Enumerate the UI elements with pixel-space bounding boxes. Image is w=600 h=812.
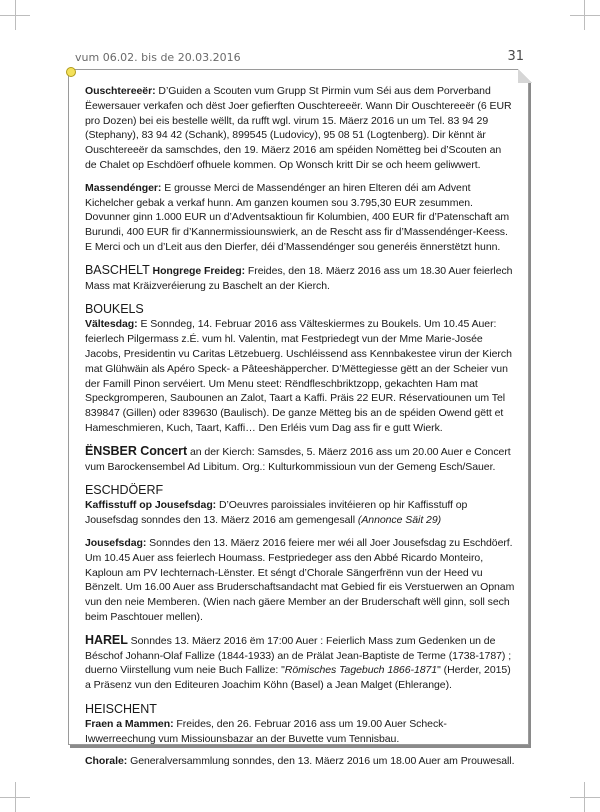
entry-text: Sonndes 13. Mäerz 2016 ëm 17:00 Auer : Feierlich Mass zum Gedenken un de Béschof Johann-Olaf Fallize (1844-1933) an de Prälat Jean-Baptiste de Terme (1738-1787) ; duerno Viirstellung vum neie Buch Fallize: " bbox=[85, 634, 512, 677]
place-heading: HEISCHENT bbox=[85, 701, 157, 716]
crop-mark bbox=[0, 15, 30, 16]
entry-label: Vältesdag: bbox=[85, 318, 138, 331]
announcements bbox=[85, 84, 515, 777]
page-number: 31 bbox=[507, 49, 524, 64]
book-title: Römisches Tagebuch 1866-1871 bbox=[284, 664, 438, 677]
entry-jousefsdag bbox=[85, 536, 515, 625]
entry-kaffisstuff bbox=[85, 498, 515, 528]
crop-mark bbox=[570, 15, 600, 16]
entry-text: D’Guiden a Scouten vum Grupp St Pirmin vum Séi aus dem Porverband Ëewersauer verkafen och dëst Joer gefierften Ouschtereeër. Wann Dir Ouschtereeër (6 EUR pro Dozen) bei eis bestelle wëllt, da rufft wgl. virum 15. Mäerz 2016 un um Tel. 83 94 29 (Stephany), 83 94 42 (Schank), 899545 (Ludovicy), 95 08 51 (Logtenberg). Dir kënnt är Ouschtereeër da samschdes, den 19. Mäerz 2016 am spéiden Nomëtteg bei d’Scouten an de Chalet op Eschdöerf ofhuele kommen. Op Wonsch kritt Dir se och heem geliwwert. bbox=[85, 85, 512, 171]
entry-label: Jousefsdag: bbox=[85, 536, 147, 549]
entry-label: Kaffisstuff op Jousefsdag: bbox=[85, 499, 217, 512]
entry-text: " (Herder, 2015) a Präsenz vun den Editeuren Joachim Köhn (Basel) a Jean Malget (Ehlerange). bbox=[85, 664, 511, 692]
entry-text: an der Kierch: Samsdes, 5. Mäerz 2016 ass um 20.00 Auer e Concert vum Barockensembel Ad Libitum. Org.: Kulturkommissioun vun der Gemeng Esch/Sauer. bbox=[85, 445, 511, 473]
entry-note: (Annonce Säit 29) bbox=[357, 514, 442, 527]
entry-text: D’Oeuvres paroissiales invitéieren op hir Kaffisstuff op Jousefsdag sonndes den 13. Mäerz 2016 am gemengesall bbox=[85, 499, 468, 527]
entry-label: Hongrege Freideg: bbox=[149, 264, 246, 277]
entry-label: Chorale: bbox=[85, 755, 128, 768]
entry-ensber bbox=[85, 444, 515, 475]
entry-text: E grousse Merci de Massendénger an hiren Elteren déi am Advent Kichelcher gebak a verkaf hunn. Am ganzen koumen sou 3.795,30 EUR zesummen. Dovunner ginn 1.000 EUR un d’Adventsaktioun fir Kolumbien, 400 EUR fir d’Patenschaft am Burundi, 400 EUR fir d’Kannermissiounswierk, an de Rescht ass fir d’Massendénger-Keess. E Merci och un d’Leit aus den Dierfer, déi d’Massendénger sou generéis ënnerstëtzt hunn. bbox=[85, 181, 510, 253]
entry-baschelt bbox=[85, 263, 515, 294]
entry-label: ËNSBER Concert bbox=[85, 443, 188, 458]
place-heading: ESCHDÖERF bbox=[85, 483, 164, 498]
entry-boukels bbox=[85, 317, 515, 435]
entry-label: HAREL bbox=[85, 632, 128, 647]
entry-label: Fraen a Mammen: bbox=[85, 717, 174, 730]
entry-text: E Sonndeg, 14. Februar 2016 ass Välteskiermes zu Boukels. Um 10.45 Auer: feierlech Pilgermass z.É. vum hl. Valentin, mat Festpriedegt vun der Mme Marie-Josée Jacobs, Presidentin vu Caritas Lëtzebuerg. Uschléissend ass Kennbakestee virun der Kierch mat Glühwäin als Apéro Speck- a Pâteeshäppercher. D’Mëttegiesse gëtt an der Scheier vun der Famill Pinon servéiert. Um Menu steet: Rëndfleschbriktzopp, gekachten Ham mat Speckgromperen, Saubounen an Zalot, Taart a Kaffi. Präis 22 EUR. Réservatiounen um Tel 839847 (Gillen) oder 839630 (Baulisch). De ganze Mëtteg bis an de spéiden Owend gëtt et Hameschmieren, Kuch, Taart, Kaffi… Den Erléis vum Dag ass fir e gutt Wierk. bbox=[85, 318, 512, 434]
crop-mark bbox=[570, 797, 600, 798]
entry-harel bbox=[85, 633, 515, 693]
entry-fraen-a-mammen bbox=[85, 717, 515, 747]
place-heading: BASCHELT bbox=[85, 262, 150, 277]
entry-chorale bbox=[85, 754, 515, 769]
entry-label: Massendénger: bbox=[85, 181, 162, 194]
place-heading: BOUKELS bbox=[85, 302, 144, 317]
crop-mark bbox=[0, 797, 30, 798]
entry-text: Freides, den 18. Mäerz 2016 ass um 18.30 Auer feierlech Mass mat Kräizveréierung zu Baschelt an der Kierch. bbox=[85, 264, 513, 292]
page-fold-corner bbox=[518, 69, 532, 83]
entry-text: Freides, den 26. Februar 2016 ass um 19.00 Auer Scheck-Iwwerreechung vum Missiounsbazar an der Buvette vum Tennisbau. bbox=[85, 717, 447, 745]
entry-massendenger bbox=[85, 181, 515, 255]
entry-text: Sonndes den 13. Mäerz 2016 feiere mer wéi all Joer Jousefsdag zu Eschdöerf. Um 10.45 Auer ass feierlech Houmass. Festpriedeger ass den Abbé Ricardo Monteiro, Kaploun am PV Iechternach-Lënster. Et séngt d’Chorale Sängerfrënn vun der Heed vu Bënzelt. Um 16.00 Auer ass Bruderschaftsandacht mat Gebied fir eis Verstuerwen an Opnam vun den neie Memberen. (Wien nach gäere Member an der Bruderschaft wëll ginn, soll sech beim Paschtouer mellen). bbox=[85, 536, 515, 623]
entry-text: Generalversammlung sonndes, den 13. Mäerz 2016 um 18.00 Auer am Prouwesall. bbox=[127, 755, 515, 768]
entry-ouschtereeer bbox=[85, 84, 515, 173]
entry-label: Ouschtereeër: bbox=[85, 85, 156, 97]
header-date-range: vum 06.02. bis de 20.03.2016 bbox=[75, 51, 241, 64]
bulb-icon bbox=[66, 67, 76, 77]
